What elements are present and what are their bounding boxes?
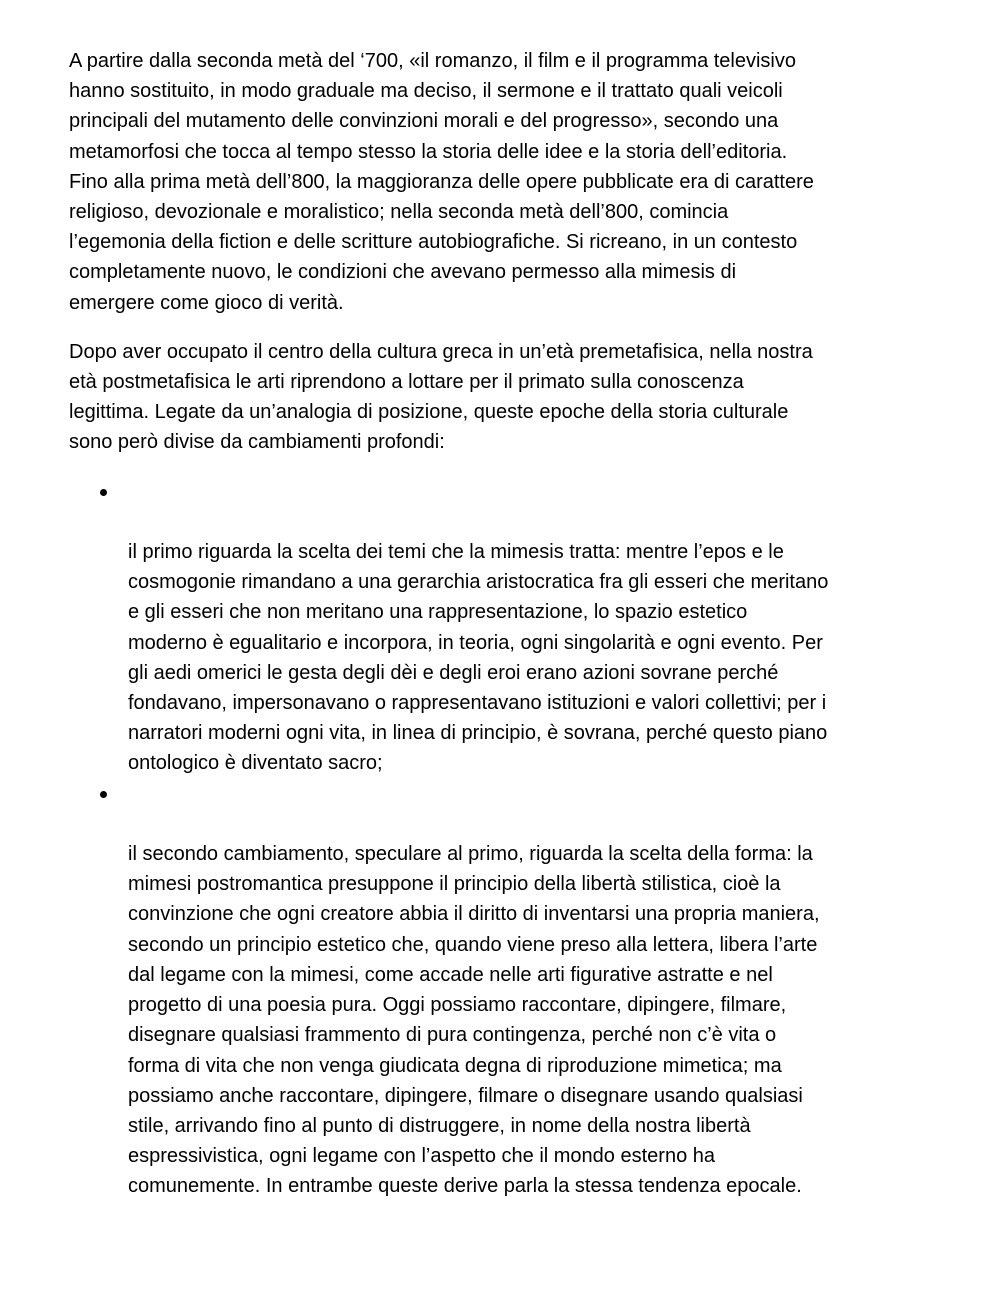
paragraph-1: A partire dalla seconda metà del ‘700, «il romanzo, il film e il programma televisivo hanno sostituito, in modo graduale ma deciso, il sermone e il trattato quali veicoli principali del mutamento delle convinzioni morali e del progresso», secondo una metamorfosi che tocca al tempo stesso la storia delle idee e la storia dell’editoria. Fino alla prima metà dell’800, la maggioranza delle opere pubblicate era di carattere religioso, devozionale e moralistico; nella seconda metà dell’800, comincia l’egemonia della fiction e delle scritture autobiografiche. Si ricreano, in un contesto completamente nuovo, le condizioni che avevano permesso alla mimesis di emergere come gioco di verità. xyxy=(69,50,814,314)
document-page xyxy=(69,46,931,1202)
paragraph-2: Dopo aver occupato il centro della cultura greca in un’età premetafisica, nella nostra età postmetafisica le arti riprendono a lottare per il primato sulla conoscenza legittima. Legate da un’analogia di posizione, queste epoche della storia culturale sono però divise da cambiamenti profondi: xyxy=(69,340,813,454)
bullet-dot-icon xyxy=(100,489,107,496)
bullet-item-2 xyxy=(69,779,931,1202)
bullet-list xyxy=(69,477,931,1202)
bullet-text: il secondo cambiamento, speculare al primo, riguarda la scelta della forma: la mimesi postromantica presuppone il principio della libertà stilistica, cioè la convinzione che ogni creatore abbia il diritto di inventarsi una propria maniera, secondo un principio estetico che, quando viene preso alla lettera, libera l’arte dal legame con la mimesi, come accade nelle arti figurative astratte e nel progetto di una poesia pura. Oggi possiamo raccontare, dipingere, filmare, disegnare qualsiasi frammento di pura contingenza, perché non c’è vita o forma di vita che non venga giudicata degna di riproduzione mimetica; ma possiamo anche raccontare, dipingere, filmare o disegnare usando qualsiasi stile, arrivando fino al punto di distruggere, in nome della nostra libertà espressivistica, ogni legame con l’aspetto che il mondo esterno ha comunemente. In entrambe queste derive parla la stessa tendenza epocale. xyxy=(128,843,820,1198)
bullet-item-1 xyxy=(69,477,931,779)
bullet-dot-icon xyxy=(100,791,107,798)
bullet-text: il primo riguarda la scelta dei temi che la mimesis tratta: mentre l’epos e le cosmogonie rimandano a una gerarchia aristocratica fra gli esseri che meritano e gli esseri che non meritano una rappresentazione, lo spazio estetico moderno è egualitario e incorpora, in teoria, ogni singolarità e ogni evento. Per gli aedi omerici le gesta degli dèi e degli eroi erano azioni sovrane perché fondavano, impersonavano o rappresentavano istituzioni e valori collettivi; per i narratori moderni ogni vita, in linea di principio, è sovrana, perché questo piano ontologico è diventato sacro; xyxy=(128,541,829,775)
